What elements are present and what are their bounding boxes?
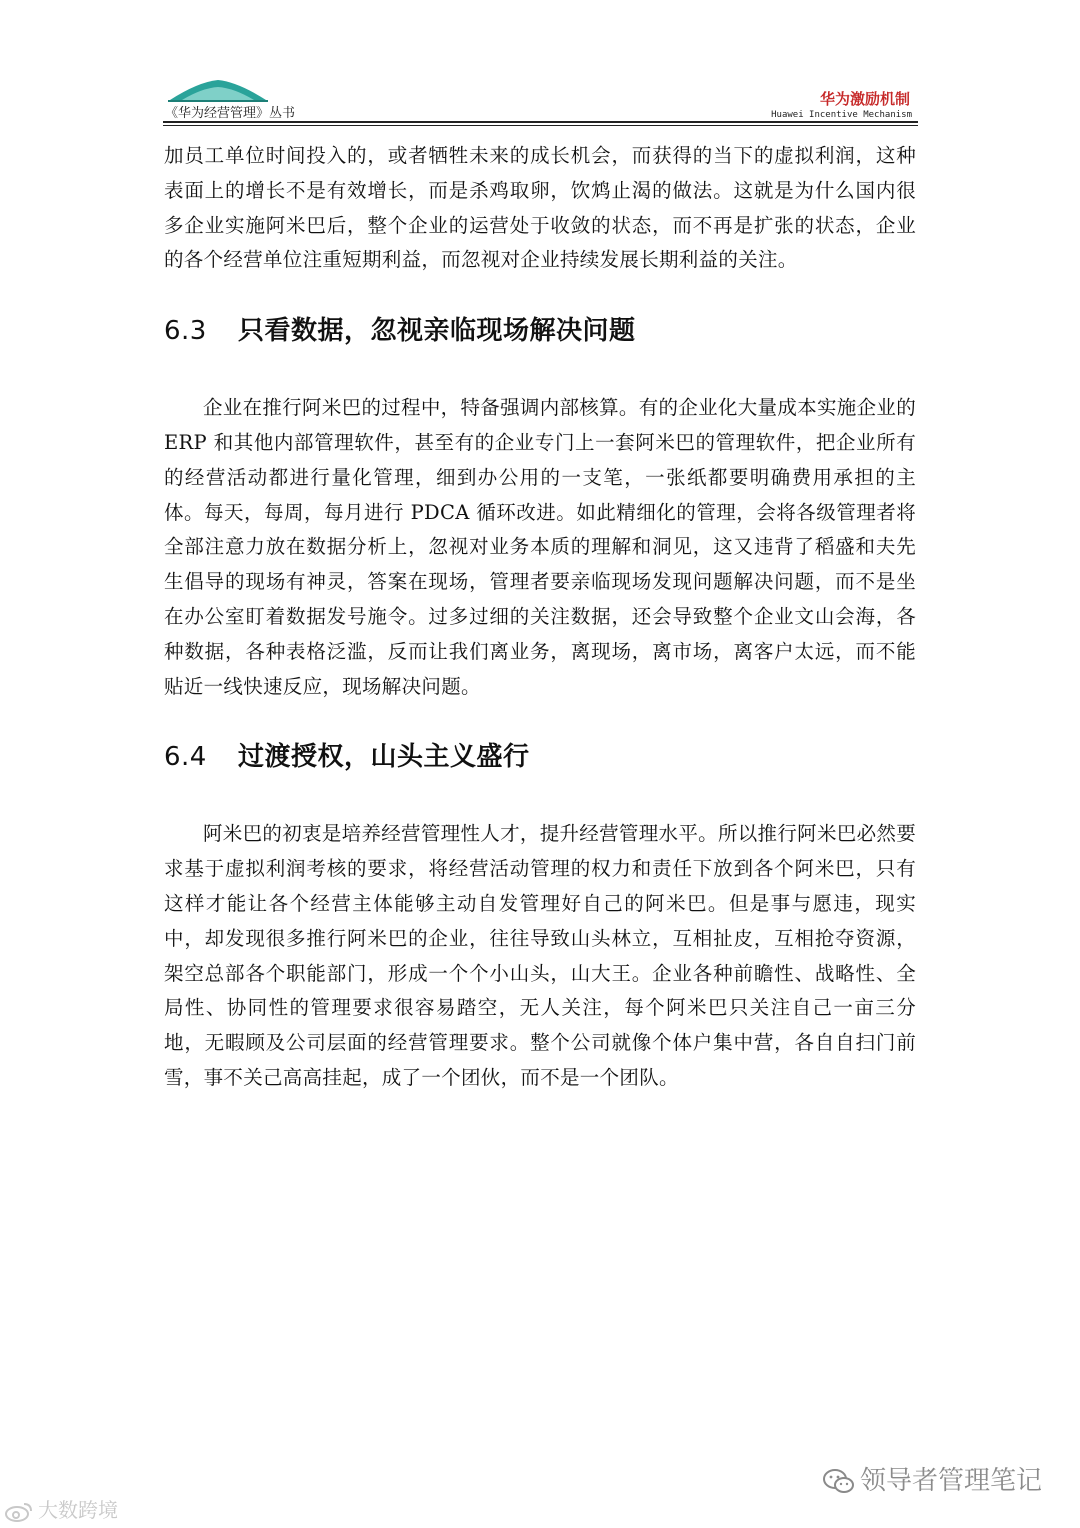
watermark-left-text: 大数跨境 xyxy=(38,1498,118,1522)
section-number: 6.4 xyxy=(164,742,207,773)
series-title: 《华为经营管理》丛书 xyxy=(165,106,296,121)
page-header xyxy=(163,70,918,126)
section-heading-6-3 xyxy=(164,311,916,351)
section-number: 6.3 xyxy=(164,316,207,347)
page-body xyxy=(164,139,916,1096)
wechat-icon xyxy=(822,1468,856,1496)
section-heading-6-4 xyxy=(164,737,916,777)
watermark-right xyxy=(822,1460,1042,1497)
watermark-right-text: 领导者管理笔记 xyxy=(860,1466,1043,1496)
watermark-left xyxy=(4,1494,118,1523)
book-title-en: Huawei Incentive Mechanism xyxy=(771,110,912,120)
section-6-4-paragraph: 阿米巴的初衷是培养经营管理性人才，提升经营管理水平。所以推行阿米巴必然要求基于虚拟利润考核的要求，将经营活动管理的权力和责任下放到各个阿米巴，只有这样才能让各个经营主体能够主动自发管理好自己的阿米巴。但是事与愿违，现实中，却发现很多推行阿米巴的企业，往往导致山头林立，互相扯皮，互相抢夺资源，架空总部各个职能部门，形成一个个小山头，山大王。企业各种前瞻性、战略性、全局性、协同性的管理要求很容易踏空，无人关注，每个阿米巴只关注自己一亩三分地，无暇顾及公司层面的经营管理要求。整个公司就像个体户集中营，各自自扫门前雪，事不关己高高挂起，成了一个团伙，而不是一个团队。 xyxy=(164,822,916,1089)
section-title: 只看数据，忽视亲临现场解决问题 xyxy=(238,316,636,347)
section-6-3-paragraph: 企业在推行阿米巴的过程中，特备强调内部核算。有的企业化大量成本实施企业的 ERP 和其他内部管理软件，甚至有的企业专门上一套阿米巴的管理软件，把企业所有的经营活动都进行量化管理，细到办公用的一支笔，一张纸都要明确费用承担的主体。每天，每周，每月进行 PDCA 循环改进。如此精细化的管理，会将各级管理者将全部注意力放在数据分析上，忽视对业务本质的理解和洞见，这又违背了稻盛和夫先生倡导的现场有神灵，答案在现场，管理者要亲临现场发现问题解决问题，而不是坐在办公室盯着数据发号施令。过多过细的关注数据，还会导致整个企业文山会海，各种数据，各种表格泛滥，反而让我们离业务，离现场，离市场，离客户太远，而不能贴近一线快速反应，现场解决问题。 xyxy=(164,396,916,698)
intro-paragraph: 加员工单位时间投入的，或者牺牲未来的成长机会，而获得的当下的虚拟利润，这种表面上的增长不是有效增长，而是杀鸡取卵，饮鸩止渴的做法。这就是为什么国内很多企业实施阿米巴后，整个企业的运营处于收敛的状态，而不再是扩张的状态，企业的各个经营单位注重短期利益，而忽视对企业持续发展长期利益的关注。 xyxy=(164,144,916,272)
section-title: 过渡授权，山头主义盛行 xyxy=(238,742,530,773)
header-rule xyxy=(163,121,918,123)
header-rule-thin xyxy=(163,125,918,126)
weibo-icon xyxy=(4,1501,34,1523)
book-title-cn: 华为激励机制 xyxy=(819,90,910,108)
